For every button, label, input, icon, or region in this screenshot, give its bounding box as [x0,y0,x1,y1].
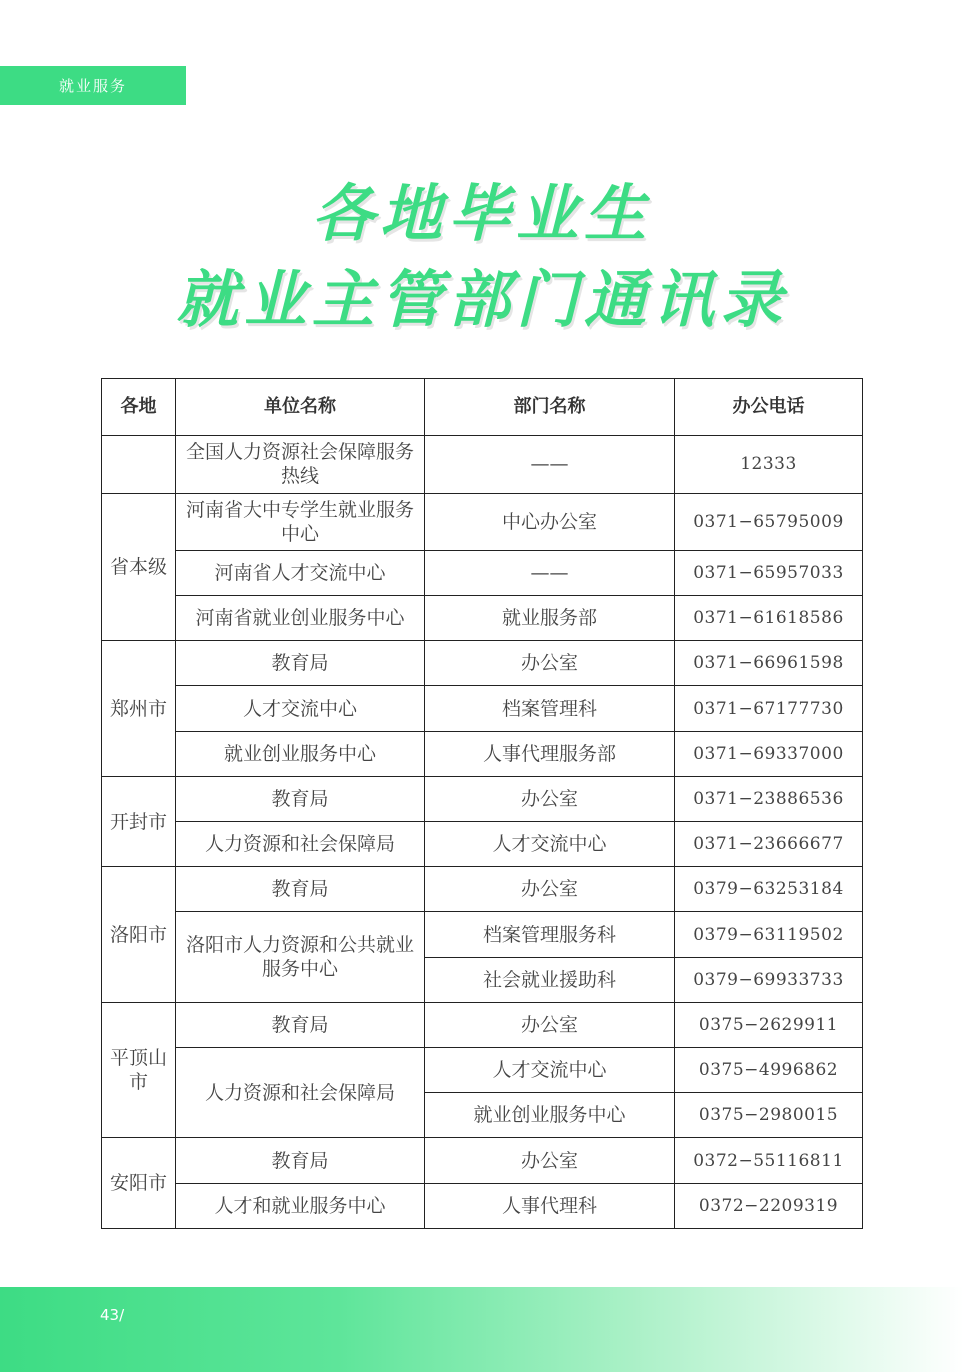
table-row [102,493,863,550]
page-title-line1: 各地毕业生 [311,177,652,250]
dept-cell: 办公室 [425,1002,675,1047]
unit-cell: 全国人力资源社会保障服务热线 [176,436,425,493]
page-title-line2: 就业主管部门通讯录 [175,263,788,336]
table-row [102,1002,863,1047]
phone-cell: 0371−65957033 [675,550,863,595]
unit-cell: 教育局 [176,867,425,912]
header-region: 各地 [102,379,176,436]
dept-cell: 办公室 [425,867,675,912]
table-row [102,686,863,731]
unit-cell: 洛阳市人力资源和公共就业服务中心 [176,912,425,1002]
dept-cell: 人才交流中心 [425,822,675,867]
unit-cell: 教育局 [176,641,425,686]
table-row [102,731,863,776]
region-cell: 郑州市 [102,641,176,777]
table-row [102,776,863,821]
table-row [102,596,863,641]
dept-cell: —— [425,550,675,595]
header-dept: 部门名称 [425,379,675,436]
footer-band [0,1287,964,1372]
dept-cell: 档案管理服务科 [425,912,675,957]
dept-cell: 办公室 [425,776,675,821]
unit-cell: 河南省大中专学生就业服务中心 [176,493,425,550]
page-number: 43/ [100,1306,125,1324]
phone-cell: 0371−66961598 [675,641,863,686]
dept-cell: 人事代理科 [425,1183,675,1228]
unit-cell: 河南省人才交流中心 [176,550,425,595]
table-header-row [102,379,863,436]
phone-cell: 0371−61618586 [675,596,863,641]
phone-cell: 0371−69337000 [675,731,863,776]
phone-cell: 0375−2980015 [675,1093,863,1138]
unit-cell: 人力资源和社会保障局 [176,822,425,867]
contact-directory-table [101,378,863,1229]
header-unit: 单位名称 [176,379,425,436]
dept-cell: 人才交流中心 [425,1048,675,1093]
region-cell: 安阳市 [102,1138,176,1229]
phone-cell: 0379−63253184 [675,867,863,912]
table-row [102,641,863,686]
phone-cell: 0371−67177730 [675,686,863,731]
table-row [102,867,863,912]
dept-cell: 档案管理科 [425,686,675,731]
table-row [102,912,863,957]
phone-cell: 0379−69933733 [675,957,863,1002]
phone-cell: 0371−23886536 [675,776,863,821]
table-row [102,1138,863,1183]
dept-cell: 人事代理服务部 [425,731,675,776]
unit-cell: 河南省就业创业服务中心 [176,596,425,641]
region-cell: 平顶山市 [102,1002,176,1138]
unit-cell: 人才和就业服务中心 [176,1183,425,1228]
unit-cell: 教育局 [176,1138,425,1183]
phone-cell: 0375−2629911 [675,1002,863,1047]
dept-cell: 办公室 [425,1138,675,1183]
dept-cell: —— [425,436,675,493]
dept-cell: 办公室 [425,641,675,686]
unit-cell: 人力资源和社会保障局 [176,1048,425,1138]
unit-cell: 人才交流中心 [176,686,425,731]
section-tag: 就业服务 [0,66,186,105]
region-cell: 洛阳市 [102,867,176,1003]
phone-cell: 0371−23666677 [675,822,863,867]
phone-cell: 0371−65795009 [675,493,863,550]
table-row [102,1048,863,1093]
phone-cell: 0379−63119502 [675,912,863,957]
table-row [102,1183,863,1228]
unit-cell: 教育局 [176,776,425,821]
unit-cell: 就业创业服务中心 [176,731,425,776]
phone-cell: 0372−55116811 [675,1138,863,1183]
table-row [102,822,863,867]
table-row [102,550,863,595]
dept-cell: 就业创业服务中心 [425,1093,675,1138]
phone-cell: 0375−4996862 [675,1048,863,1093]
dept-cell: 就业服务部 [425,596,675,641]
region-cell: 开封市 [102,776,176,866]
dept-cell: 中心办公室 [425,493,675,550]
unit-cell: 教育局 [176,1002,425,1047]
table-row [102,436,863,493]
phone-cell: 12333 [675,436,863,493]
region-cell-empty [102,436,176,493]
phone-cell: 0372−2209319 [675,1183,863,1228]
region-cell: 省本级 [102,493,176,641]
header-phone: 办公电话 [675,379,863,436]
dept-cell: 社会就业援助科 [425,957,675,1002]
